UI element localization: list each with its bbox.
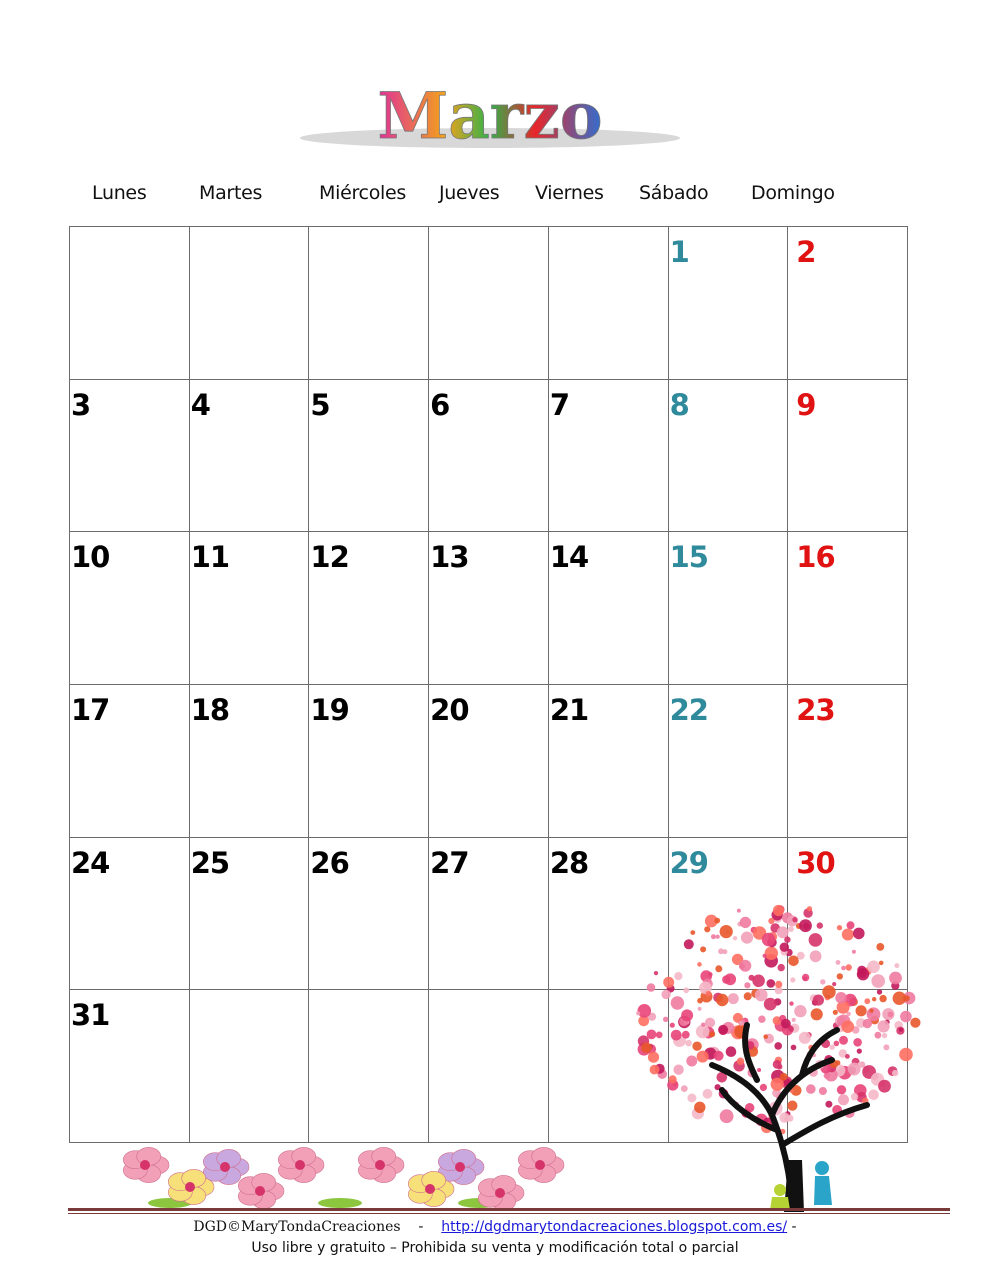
day-cell [429,380,549,533]
blossom-dot [686,1056,697,1067]
blossom-dot [733,936,737,940]
figure-body [814,1176,832,1205]
blossom-dot [768,918,774,924]
day-cell [549,380,669,533]
blossom-dot [716,935,720,939]
blossom-dot [716,994,728,1006]
day-cell [309,532,429,685]
blossom-dot [728,993,739,1004]
blossom-dot [879,995,886,1002]
day-number: 23 [796,693,835,727]
blossom-dot [864,998,870,1004]
day-cell [549,685,669,838]
day-cell [70,532,190,685]
blossom-dot [847,921,855,929]
blossom-dot [853,1038,862,1047]
blossom-tree-illustration [632,900,922,1220]
blossom-dot [832,982,836,986]
blossom-dot [682,1031,690,1039]
day-number: 4 [190,387,210,422]
day-number: 12 [310,540,349,575]
blossom-dot [838,1094,849,1105]
blossom-dot [690,930,695,935]
day-number: 1 [669,235,689,269]
blossom-dot [787,1101,797,1111]
blossom-dot [698,1007,702,1011]
blossom-dot [802,974,809,981]
blossom-dot [875,1032,882,1039]
blossom-dot [697,1051,709,1063]
flower-icon [518,1147,564,1182]
flower-icon [358,1147,404,1182]
blossom-dot [841,966,846,971]
blossom-dot [647,983,656,992]
footer-license: Uso libre y gratuito – Prohibida su venta y modificación total o parcial [251,1240,739,1256]
blossom-dot [744,992,752,1000]
blossom-dot [663,977,674,988]
blossom-dot [872,997,876,1001]
blossom-dot [654,971,658,975]
weekday-martes: Martes [199,182,263,204]
blossom-dot [784,937,790,943]
blossom-dot [807,906,812,911]
day-number: 7 [549,387,570,422]
blossom-dot [697,962,702,967]
blossom-dot [714,1051,724,1061]
day-cell [70,380,190,533]
blossom-dot [720,925,733,938]
blossom-dot [641,1043,652,1054]
blossom-dot [744,982,750,988]
blossom-dot [763,1034,768,1039]
day-number: 28 [549,845,589,880]
day-cell [190,380,310,533]
blossom-dot [877,989,882,994]
blossom-dot [878,1020,890,1032]
day-cell [190,532,310,685]
blossom-dot [856,1005,867,1016]
day-number: 8 [669,387,689,422]
day-number: 2 [796,235,816,269]
day-cell [429,685,549,838]
blossom-dot [867,961,880,974]
day-number: 11 [190,540,230,575]
day-cell [309,685,429,838]
blossom-dot [792,1018,796,1022]
leaf-icon [318,1198,362,1208]
month-title-art [290,78,690,158]
blossom-dot [671,1030,682,1041]
blossom-dot [706,991,712,997]
blossom-dot [780,943,789,952]
blossom-dot [741,932,753,944]
blossom-dot [806,1084,816,1094]
flower-icon [238,1173,284,1208]
blossom-dot [835,992,847,1004]
blossom-dot [687,1094,696,1103]
blossom-dot [894,963,899,968]
day-cell [70,227,190,380]
day-number: 27 [430,845,469,880]
blossom-dot [889,972,902,985]
blossom-dot [794,1005,806,1017]
footer-rule [68,1208,950,1211]
blossom-dot [888,1012,894,1018]
day-number: 24 [71,845,110,880]
blossom-dot [883,1044,889,1050]
blossom-dot [842,1020,855,1033]
blossom-dot [790,977,795,982]
day-number: 15 [669,540,708,575]
weekday-sabado: Sábado [639,182,709,204]
blossom-dot [692,1042,701,1051]
blossom-dot [878,1080,891,1093]
day-cell [429,838,549,991]
day-number: 31 [71,998,110,1033]
blossom-dot [857,968,869,980]
blossom-dot [714,918,720,924]
blossom-dot [663,1017,668,1022]
footer-credit: DGD©MaryTondaCreaciones [193,1219,401,1235]
day-cell [70,990,190,1143]
footer-separator: - [418,1219,424,1235]
blossom-dot [752,975,765,988]
day-cell [309,838,429,991]
blossom-dot [789,1001,793,1005]
blossom-dot [837,973,843,979]
blossom-dot [636,1011,640,1015]
weekday-domingo: Domingo [751,182,835,204]
blossom-dot [869,1009,873,1013]
blossom-dot [879,961,884,966]
day-cell [429,227,549,380]
blossom-dot [683,987,689,993]
month-title [290,78,690,158]
blossom-dot [791,1045,797,1051]
blossom-dot [820,979,825,984]
footer-trailing: - [791,1219,797,1235]
blossom-dot [767,979,776,988]
blossom-dot [868,1090,879,1101]
blossom-dot [755,989,768,1002]
blossom-dot [842,929,854,941]
blossom-dot [757,1068,761,1072]
blossom-dot [708,972,713,977]
day-cell [309,227,429,380]
blossom-dot [740,917,751,928]
day-number: 16 [796,540,835,575]
blossom-dot [839,1036,848,1045]
weekday-miercoles: Miércoles [319,182,406,204]
blossom-dot [810,950,822,962]
day-number: 18 [190,693,230,727]
blossom-dot [661,990,670,999]
blossom-dot [809,933,823,947]
blossom-dot [726,1046,737,1057]
blossom-dot [718,948,724,954]
blossom-dot [674,972,682,980]
blossom-dot [718,1025,728,1035]
blossom-dot [882,1033,887,1038]
blossom-dot [836,960,841,965]
blossom-dot [822,985,835,998]
day-number: 20 [430,693,469,727]
blossom-dot [863,1019,872,1028]
day-cell [549,532,669,685]
day-cell [190,990,310,1143]
blossom-dot [763,954,767,958]
day-cell [190,227,310,380]
title-text: Marzo [377,79,603,154]
day-cell [309,990,429,1143]
blossom-dot [775,981,782,988]
day-cell [309,380,429,533]
day-number: 5 [310,387,330,422]
blossom-dot [724,973,736,985]
blossom-dot [739,960,751,972]
day-number: 3 [71,387,91,422]
blossom-dot [673,1065,683,1075]
footer-link[interactable]: http://dgdmarytondacreaciones.blogspot.com.es/ [441,1219,788,1235]
day-cell [70,838,190,991]
blossom-dot [833,1010,838,1015]
day-cell [429,532,549,685]
blossom-dot [669,1075,677,1083]
blossom-dot [845,1054,850,1059]
blossom-dot [778,964,785,971]
blossom-dot [671,996,684,1009]
day-cell [788,532,908,685]
blossom-dot [648,1052,659,1063]
blossom-dot [765,947,778,960]
blossom-dot [851,1093,858,1100]
day-number: 17 [71,693,110,727]
blossom-dot [799,919,812,932]
day-number: 13 [430,540,469,575]
blossom-dot [788,956,799,967]
day-number: 30 [796,845,835,880]
blossom-dot [720,1109,734,1123]
day-cell [669,685,789,838]
day-number: 26 [310,845,349,880]
blossom-dot [846,964,852,970]
blossom-dot [900,1011,912,1023]
day-number: 10 [71,540,110,575]
blossom-dot [684,939,694,949]
blossom-dot [788,926,794,932]
blossom-dot [737,909,741,913]
blossom-dot [773,1060,782,1069]
blossom-dot [904,995,910,1001]
day-cell [429,990,549,1143]
blossom-dot [656,1032,663,1039]
blossom-dot [773,905,784,916]
blossom-dot [700,946,706,952]
day-cell [190,838,310,991]
day-cell [788,227,908,380]
day-number: 21 [549,693,589,727]
blossom-dot [857,1049,862,1054]
day-cell [669,532,789,685]
blossom-dot [703,1089,713,1099]
blossom-dot [817,922,823,928]
blossom-dot [779,1112,789,1122]
blossom-dot [681,1085,688,1092]
blossom-dot [876,943,884,951]
blossom-dot [758,1016,765,1023]
flower-icon [478,1175,524,1210]
blossom-dot [788,1026,794,1032]
flower-icon [123,1147,169,1182]
blossom-dot [811,1008,823,1020]
blossom-dot [834,1041,840,1047]
blossom-dot [737,1058,744,1065]
blossom-dot [709,1031,715,1037]
blossom-dot [739,1021,744,1026]
blossom-dot [638,1004,652,1018]
day-cell [669,380,789,533]
blossom-dot [852,950,856,954]
blossom-dot [910,1018,920,1028]
flower-icon [278,1147,324,1182]
blossom-dot [701,1023,705,1027]
blossom-dot [837,1085,846,1094]
day-cell [70,685,190,838]
blossom-dot [829,1045,834,1050]
blossom-dot [819,1087,827,1095]
blossom-dot [853,928,865,940]
day-number: 9 [796,387,816,422]
blossom-dot [685,1040,692,1047]
blossom-dot [780,1073,788,1081]
blossom-dot [837,925,842,930]
day-cell [788,685,908,838]
blossom-dot [774,1042,782,1050]
day-number: 19 [310,693,349,727]
footer-credit-line [0,1219,990,1235]
blossom-dot [764,998,777,1011]
blossom-dot [711,934,716,939]
weekday-viernes: Viernes [535,182,604,204]
blossom-dot [681,1009,693,1021]
footer-rule-thin [68,1213,950,1214]
blossom-dot [871,974,885,988]
blossom-dot [670,1023,675,1028]
weekday-jueves: Jueves [439,182,500,204]
day-cell [669,227,789,380]
day-cell [549,227,669,380]
child-figure-head [774,1184,786,1196]
blossom-dot [715,965,722,972]
weekday-lunes: Lunes [92,182,147,204]
day-number: 6 [430,387,450,422]
blossom-dot [899,1028,903,1032]
figure-head [815,1161,829,1175]
blossom-dot [892,1070,898,1076]
blossom-dot [760,1084,767,1091]
blossom-dot [813,995,824,1006]
blossom-dot [762,933,776,947]
day-number: 29 [669,845,708,880]
day-number: 25 [190,845,230,880]
day-number: 22 [669,693,708,727]
blossom-dot [799,1032,811,1044]
blossom-dot [777,926,789,938]
blossom-dot [899,1048,913,1062]
day-cell [190,685,310,838]
blossom-dot [650,1065,660,1075]
day-cell [788,380,908,533]
blossom-dot [792,917,797,922]
blossom-dot [848,1063,861,1076]
blossom-dot [694,1102,705,1113]
blossom-dot [647,1030,657,1040]
flower-border-decoration [100,1145,600,1211]
blossom-dot [825,1101,832,1108]
day-number: 14 [549,540,589,575]
weekday-header [0,182,990,210]
